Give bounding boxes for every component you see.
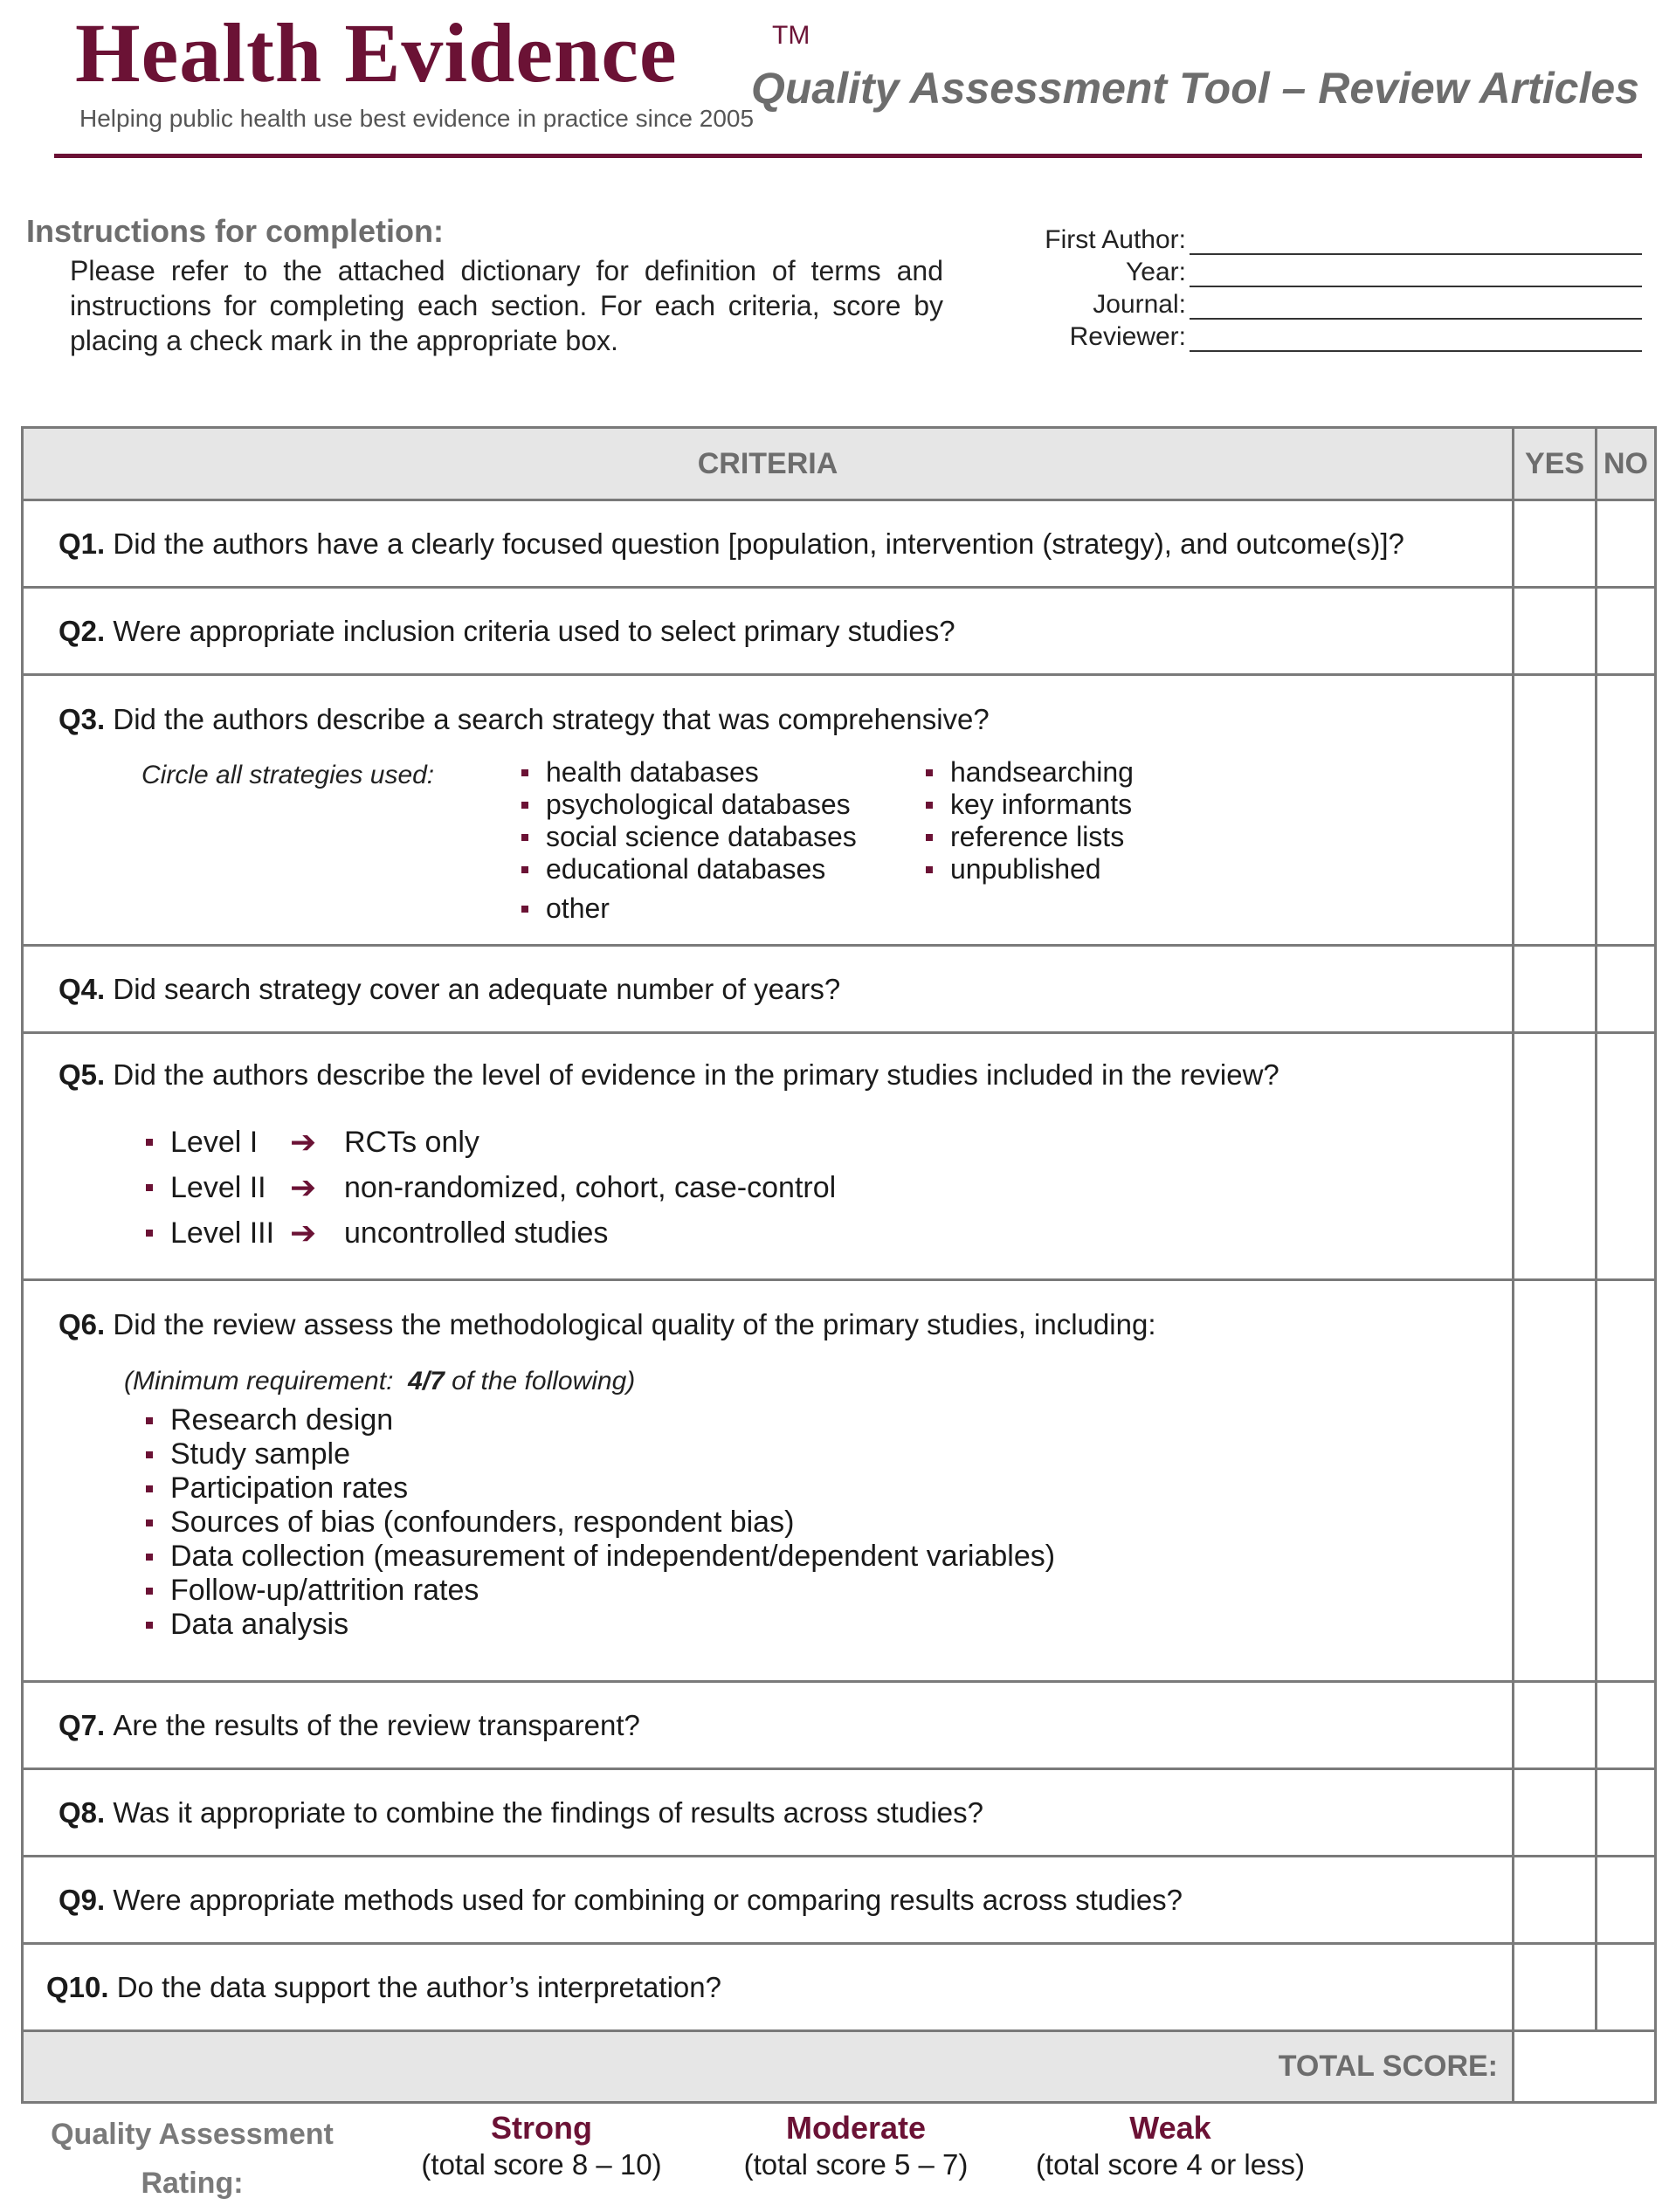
q6-yes-checkbox[interactable]	[1512, 1281, 1595, 1680]
question-q3	[24, 676, 1512, 944]
q10-yes-checkbox[interactable]	[1512, 1945, 1595, 2029]
question-number: Q8.	[59, 1795, 106, 1829]
quality-rating-label: Quality Assessment Rating:	[51, 2118, 334, 2200]
criteria-table	[21, 426, 1657, 2104]
reviewer-label: Reviewer:	[1069, 322, 1186, 351]
level-label: Level II	[146, 1171, 290, 1205]
first-author-label: First Author:	[1045, 225, 1186, 254]
first-author-field[interactable]	[961, 222, 1642, 255]
list-item: reference lists	[926, 821, 1134, 853]
level-label: Level I	[146, 1126, 290, 1160]
rating-moderate-range: (total score 5 – 7)	[743, 2148, 969, 2181]
q3-yes-checkbox[interactable]	[1512, 676, 1595, 944]
list-item	[146, 1210, 836, 1256]
document-title: Quality Assessment Tool – Review Articles	[750, 64, 1639, 113]
trademark-mark: TM	[772, 21, 810, 50]
q1-yes-checkbox[interactable]	[1512, 501, 1595, 586]
list-item: health databases	[521, 756, 857, 789]
criteria-header: CRITERIA	[697, 446, 838, 480]
q3-no-checkbox[interactable]	[1595, 676, 1654, 944]
q5-yes-checkbox[interactable]	[1512, 1034, 1595, 1278]
instructions-body: Please refer to the attached dictionary for definition of terms and instructions for completing each section. For each criteria, score by placing a check mark in the appropriate box.	[70, 255, 943, 356]
list-item: Participation rates	[146, 1471, 1055, 1506]
table-row	[24, 586, 1654, 673]
question-q2	[24, 589, 1512, 673]
list-item: handsearching	[926, 756, 1134, 789]
total-score-box[interactable]	[1512, 2032, 1654, 2101]
question-number: Q2.	[59, 614, 106, 647]
list-item: Follow-up/attrition rates	[146, 1574, 1055, 1608]
question-text: Did the authors describe a search strategy that was comprehensive?	[113, 703, 990, 735]
arrow-right-icon: ➔	[290, 1215, 317, 1251]
list-item: educational databases	[521, 853, 857, 885]
table-header-row	[24, 429, 1654, 499]
level-description: RCTs only	[344, 1125, 479, 1159]
question-text: Were appropriate inclusion criteria used to select primary studies?	[113, 614, 955, 647]
question-text: Did search strategy cover an adequate number of years?	[113, 972, 841, 1005]
level-description: non-randomized, cohort, case-control	[344, 1170, 837, 1204]
question-text: Were appropriate methods used for combining or comparing results across studies?	[113, 1883, 1183, 1916]
rating-weak-name: Weak	[1129, 2110, 1211, 2146]
evidence-level-list	[146, 1120, 836, 1256]
list-item: Data analysis	[146, 1608, 1055, 1642]
question-number: Q3.	[59, 703, 106, 735]
list-item: unpublished	[926, 853, 1134, 885]
total-score-label: TOTAL SCORE:	[1278, 2050, 1498, 2083]
first-author-line[interactable]	[1190, 227, 1642, 255]
header-divider	[54, 154, 1642, 158]
question-q10	[24, 1945, 1512, 2029]
q7-no-checkbox[interactable]	[1595, 1683, 1654, 1768]
instructions-heading: Instructions for completion:	[26, 213, 445, 249]
question-text: Do the data support the author’s interpretation?	[116, 1970, 721, 2003]
question-q7	[24, 1683, 1512, 1768]
year-field[interactable]	[961, 254, 1642, 287]
rating-strong-range: (total score 8 – 10)	[421, 2148, 662, 2181]
list-item: psychological databases	[521, 789, 857, 821]
table-row	[24, 944, 1654, 1031]
question-number: Q10.	[46, 1970, 109, 2003]
q7-yes-checkbox[interactable]	[1512, 1683, 1595, 1768]
table-row	[24, 499, 1654, 586]
question-text: Did the review assess the methodological quality of the primary studies, including:	[113, 1308, 1156, 1340]
q4-no-checkbox[interactable]	[1595, 947, 1654, 1031]
list-item: Study sample	[146, 1437, 1055, 1471]
circle-strategies-label: Circle all strategies used:	[141, 761, 435, 789]
table-row	[24, 1768, 1654, 1855]
rating-strong-name: Strong	[491, 2110, 592, 2146]
question-text: Did the authors have a clearly focused question [population, intervention (strategy), and outcome(s)]?	[113, 527, 1404, 560]
question-q5	[24, 1034, 1512, 1278]
rating-weak	[1017, 2110, 1323, 2183]
question-q4	[24, 947, 1512, 1031]
list-item: other	[521, 892, 857, 925]
list-item	[146, 1165, 836, 1210]
yes-header: YES	[1512, 429, 1595, 499]
question-number: Q9.	[59, 1883, 106, 1916]
question-number: Q1.	[59, 527, 106, 560]
year-label: Year:	[1126, 258, 1186, 286]
q2-yes-checkbox[interactable]	[1512, 589, 1595, 673]
reviewer-field[interactable]	[961, 319, 1642, 352]
question-number: Q6.	[59, 1308, 106, 1340]
table-row	[24, 1278, 1654, 1680]
table-row	[24, 673, 1654, 944]
logo-tagline: Helping public health use best evidence in practice since 2005	[79, 105, 755, 132]
rating-moderate	[716, 2110, 996, 2183]
total-score-row	[24, 2029, 1654, 2101]
q9-yes-checkbox[interactable]	[1512, 1857, 1595, 1942]
minimum-requirement-note: (Minimum requirement: 4/7 of the following)	[124, 1367, 636, 1395]
question-number: Q5.	[59, 1058, 106, 1091]
arrow-right-icon: ➔	[290, 1169, 317, 1205]
question-q8	[24, 1770, 1512, 1855]
question-number: Q4.	[59, 972, 106, 1005]
question-q1	[24, 501, 1512, 586]
q10-no-checkbox[interactable]	[1595, 1945, 1654, 2029]
journal-field[interactable]	[961, 286, 1642, 320]
table-row	[24, 1942, 1654, 2029]
journal-label: Journal:	[1093, 290, 1186, 319]
list-item: social science databases	[521, 821, 857, 853]
q2-no-checkbox[interactable]	[1595, 589, 1654, 673]
strategy-list-1	[521, 756, 857, 925]
no-header: NO	[1595, 429, 1654, 499]
rating-moderate-name: Moderate	[785, 2110, 927, 2146]
list-item: key informants	[926, 789, 1134, 821]
rating-weak-range: (total score 4 or less)	[1035, 2148, 1306, 2181]
reviewer-line[interactable]	[1190, 324, 1642, 352]
q4-yes-checkbox[interactable]	[1512, 947, 1595, 1031]
list-item: Research design	[146, 1403, 1055, 1437]
q8-no-checkbox[interactable]	[1595, 1770, 1654, 1855]
question-q9	[24, 1857, 1512, 1942]
arrow-right-icon: ➔	[290, 1124, 317, 1160]
rating-strong	[402, 2110, 681, 2183]
year-line[interactable]	[1190, 259, 1642, 287]
table-row	[24, 1855, 1654, 1942]
question-number: Q7.	[59, 1708, 106, 1741]
level-label: Level III	[146, 1216, 290, 1251]
q8-yes-checkbox[interactable]	[1512, 1770, 1595, 1855]
question-text: Are the results of the review transparent?	[113, 1708, 640, 1741]
question-text: Was it appropriate to combine the findings of results across studies?	[113, 1795, 983, 1829]
logo-title: Health Evidence	[75, 6, 678, 100]
q9-no-checkbox[interactable]	[1595, 1857, 1654, 1942]
table-row	[24, 1680, 1654, 1768]
q1-no-checkbox[interactable]	[1595, 501, 1654, 586]
question-text: Did the authors describe the level of evidence in the primary studies included in the review?	[113, 1058, 1279, 1091]
table-row	[24, 1031, 1654, 1278]
list-item: Sources of bias (confounders, respondent bias)	[146, 1506, 1055, 1540]
question-q6	[24, 1281, 1512, 1680]
list-item: Data collection (measurement of independent/dependent variables)	[146, 1540, 1055, 1574]
q6-no-checkbox[interactable]	[1595, 1281, 1654, 1680]
list-item	[146, 1120, 836, 1165]
quality-item-list	[146, 1403, 1055, 1642]
level-description: uncontrolled studies	[344, 1216, 609, 1250]
q5-no-checkbox[interactable]	[1595, 1034, 1654, 1278]
strategy-list-2	[926, 756, 1134, 885]
journal-line[interactable]	[1190, 292, 1642, 320]
